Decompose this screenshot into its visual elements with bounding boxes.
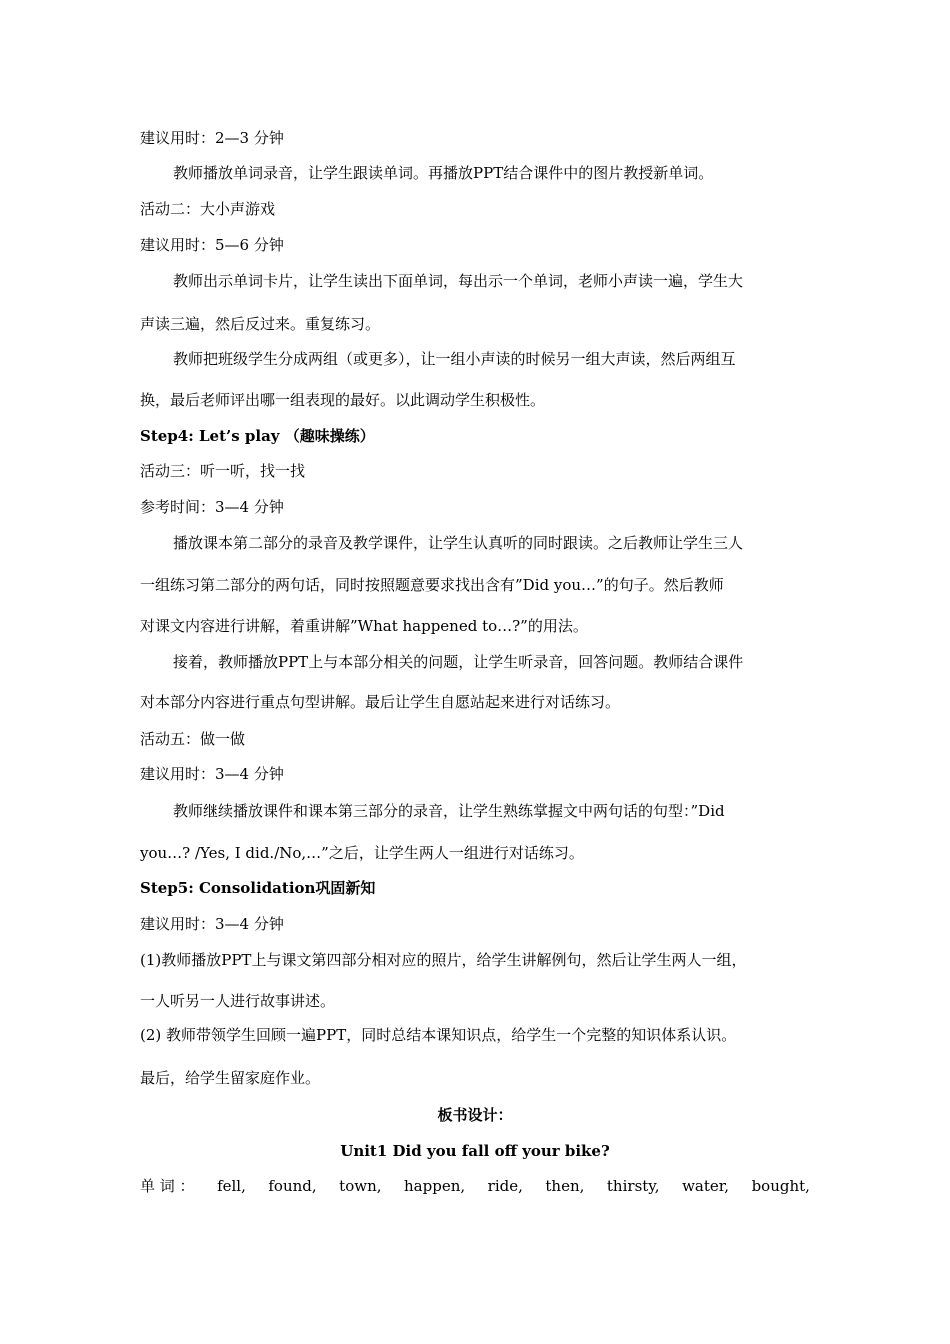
vocabulary-line <box>140 1176 810 1196</box>
vocab-word: ride, <box>487 1177 523 1195</box>
board-design-heading: 板书设计： <box>437 1106 513 1124</box>
activity-three-heading: 活动三：听一听，找一找 <box>140 462 306 480</box>
vocab-word: happen, <box>404 1177 466 1195</box>
suggested-time-4: 建议用时：3—4 分钟 <box>140 915 284 933</box>
reference-time: 参考时间：3—4 分钟 <box>140 498 284 516</box>
paragraph-6-line-1: 教师继续播放课件和课本第三部分的录音，让学生熟练掌握文中两句话的句型：”Did <box>173 802 725 820</box>
vocabulary-label: 单 词 ： <box>140 1177 195 1195</box>
paragraph-8: (2) 教师带领学生回顾一遍PPT，同时总结本课知识点，给学生一个完整的知识体系认识。 <box>140 1026 737 1044</box>
paragraph-5-line-2: 对本部分内容进行重点句型讲解。最后让学生自愿站起来进行对话练习。 <box>140 693 621 711</box>
paragraph-4-line-3: 对课文内容进行讲解，着重讲解”What happened to…?”的用法。 <box>140 617 588 635</box>
suggested-time-2: 建议用时：5—6 分钟 <box>140 236 284 254</box>
paragraph-2-line-1: 教师出示单词卡片，让学生读出下面单词，每出示一个单词，老师小声读一遍，学生大 <box>173 272 744 290</box>
paragraph-3-line-2: 换，最后老师评出哪一组表现的最好。以此调动学生积极性。 <box>140 391 546 409</box>
suggested-time-1: 建议用时：2—3 分钟 <box>140 129 284 147</box>
vocab-word: thirsty, <box>606 1177 660 1195</box>
activity-five-heading: 活动五：做一做 <box>140 730 246 748</box>
paragraph-4-line-2: 一组练习第二部分的两句话，同时按照题意要求找出含有”Did you…”的句子。然后教师 <box>140 576 724 594</box>
suggested-time-3: 建议用时：3—4 分钟 <box>140 765 284 783</box>
vocab-word: fell, <box>217 1177 246 1195</box>
vocab-word: bought, <box>751 1177 810 1195</box>
vocab-word: then, <box>545 1177 585 1195</box>
paragraph-5-line-1: 接着，教师播放PPT上与本部分相关的问题，让学生听录音，回答问题。教师结合课件 <box>173 653 744 671</box>
activity-two-heading: 活动二：大小声游戏 <box>140 200 276 218</box>
unit-title: Unit1 Did you fall off your bike? <box>340 1142 610 1160</box>
paragraph-9: 最后，给学生留家庭作业。 <box>140 1069 321 1087</box>
paragraph-7-line-2: 一人听另一人进行故事讲述。 <box>140 992 336 1010</box>
step5-heading: Step5: Consolidation巩固新知 <box>140 879 376 897</box>
paragraph-6-line-2: you…? /Yes, I did./No,…”之后，让学生两人一组进行对话练习。 <box>140 844 584 862</box>
vocab-word: water, <box>682 1177 730 1195</box>
paragraph-7-line-1: (1)教师播放PPT上与课文第四部分相对应的照片，给学生讲解例句，然后让学生两人一组， <box>140 951 747 969</box>
paragraph-2-line-2: 声读三遍，然后反过来。重复练习。 <box>140 315 381 333</box>
paragraph-4-line-1: 播放课本第二部分的录音及教学课件，让学生认真听的同时跟读。之后教师让学生三人 <box>173 534 744 552</box>
paragraph-3-line-1: 教师把班级学生分成两组（或更多），让一组小声读的时候另一组大声读，然后两组互 <box>173 350 736 368</box>
vocab-word: town, <box>339 1177 382 1195</box>
vocab-word: found, <box>268 1177 317 1195</box>
step4-heading: Step4: Let’s play （趣味操练） <box>140 427 375 445</box>
paragraph-1: 教师播放单词录音，让学生跟读单词。再播放PPT结合课件中的图片教授新单词。 <box>173 164 714 182</box>
